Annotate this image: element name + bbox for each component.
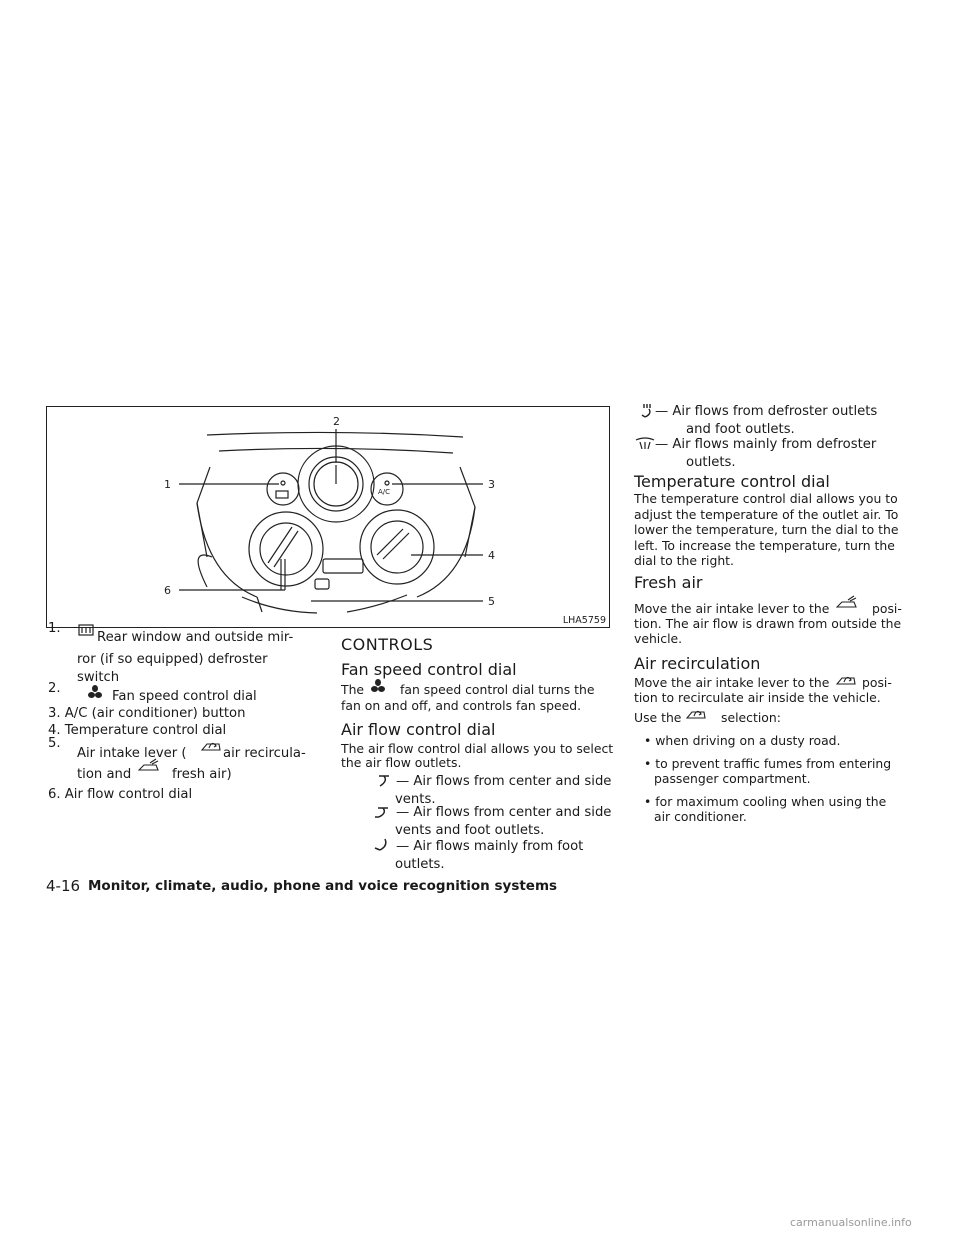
legend-item-4: 4. Temperature control dial bbox=[48, 723, 227, 738]
bullet-1: • when driving on a dusty road. bbox=[644, 733, 841, 748]
fan-icon bbox=[371, 679, 385, 693]
fan-icon bbox=[88, 685, 102, 699]
recirc-text-1b: posi- bbox=[862, 675, 892, 690]
fan-text-pre: The bbox=[341, 682, 365, 697]
mode2-text-b: vents and foot outlets. bbox=[395, 823, 545, 838]
fresh-text-3: vehicle. bbox=[634, 631, 683, 646]
callout-2: 2 bbox=[333, 415, 340, 428]
airflow-text-1: The air flow control dial allows you to select bbox=[341, 741, 614, 756]
climate-panel-illustration bbox=[47, 407, 609, 627]
vent-defrost-foot-icon bbox=[640, 403, 656, 419]
callout-3: 3 bbox=[488, 478, 495, 491]
fan-heading: Fan speed control dial bbox=[341, 660, 517, 679]
temp-heading: Temperature control dial bbox=[634, 472, 830, 491]
mode4-text-a: — Air flows from defroster outlets bbox=[655, 404, 878, 419]
temp-text-2: adjust the temperature of the outlet air. To bbox=[634, 507, 899, 522]
temp-text-5: dial to the right. bbox=[634, 553, 734, 568]
figure-id: LHA5759 bbox=[562, 615, 606, 626]
temp-text-1: The temperature control dial allows you to bbox=[634, 491, 898, 506]
watermark: carmanualsonline.info bbox=[790, 1216, 912, 1229]
mode1-text-b: vents. bbox=[395, 792, 436, 807]
recirc-text-1a: Move the air intake lever to the bbox=[634, 675, 830, 690]
recirculation-icon bbox=[201, 738, 221, 753]
legend-num-1: 1. bbox=[48, 621, 61, 636]
legend-num-5: 5. bbox=[48, 736, 61, 751]
climate-control-figure bbox=[46, 406, 610, 628]
legend-item-3: 3. A/C (air conditioner) button bbox=[48, 706, 246, 721]
fan-text-post: fan speed control dial turns the bbox=[400, 682, 595, 697]
fresh-text-1a: Move the air intake lever to the bbox=[634, 601, 830, 616]
mode5-text-b: outlets. bbox=[686, 455, 736, 470]
airflow-text-2: the air flow outlets. bbox=[341, 755, 462, 770]
fresh-text-1b: posi- bbox=[872, 601, 902, 616]
fresh-air-icon bbox=[138, 758, 160, 774]
callout-1: 1 bbox=[164, 478, 171, 491]
fan-text-line2: fan on and off, and controls fan speed. bbox=[341, 698, 582, 713]
legend-item-2: Fan speed control dial bbox=[112, 689, 257, 704]
controls-heading: CONTROLS bbox=[341, 635, 434, 654]
mode1-text-a: — Air flows from center and side bbox=[396, 774, 612, 789]
mode3-text-a: — Air flows mainly from foot bbox=[396, 839, 584, 854]
callout-4: 4 bbox=[488, 549, 495, 562]
legend-num-2: 2. bbox=[48, 681, 61, 696]
mode3-text-b: outlets. bbox=[395, 857, 445, 872]
recirc-text-2: tion to recirculate air inside the vehicle. bbox=[634, 690, 881, 705]
use-text-a: Use the bbox=[634, 710, 682, 725]
legend-item-5-c: tion and bbox=[77, 767, 132, 782]
legend-item-5-b: air recircula- bbox=[223, 746, 306, 761]
bullet-2a: • to prevent traffic fumes from entering bbox=[644, 756, 892, 771]
legend-item-5-d: fresh air) bbox=[172, 767, 232, 782]
defroster-icon bbox=[78, 624, 94, 637]
legend-item-1-line2: ror (if so equipped) defroster bbox=[77, 652, 268, 667]
defroster-icon bbox=[635, 437, 655, 451]
bullet-3b: air conditioner. bbox=[654, 809, 747, 824]
recirculation-icon bbox=[836, 672, 858, 687]
mode5-text-a: — Air flows mainly from defroster bbox=[655, 437, 877, 452]
legend-item-5-a: Air intake lever ( bbox=[77, 746, 187, 761]
page-number: 4-16 bbox=[46, 877, 81, 895]
recirc-heading: Air recirculation bbox=[634, 654, 761, 673]
bullet-3a: • for maximum cooling when using the bbox=[644, 794, 887, 809]
legend-item-1-line1: Rear window and outside mir- bbox=[97, 630, 294, 645]
temp-text-4: left. To increase the temperature, turn the bbox=[634, 538, 895, 553]
use-text-b: selection: bbox=[721, 710, 781, 725]
legend-item-1-line3: switch bbox=[77, 670, 120, 685]
recirculation-icon bbox=[686, 706, 708, 721]
legend-item-6: 6. Air flow control dial bbox=[48, 787, 193, 802]
section-title: Monitor, climate, audio, phone and voice recognition systems bbox=[88, 878, 558, 894]
ac-button-label: A/C bbox=[378, 488, 391, 496]
fresh-heading: Fresh air bbox=[634, 573, 703, 592]
fresh-text-2: tion. The air flow is drawn from outside the bbox=[634, 616, 902, 631]
callout-5: 5 bbox=[488, 595, 495, 608]
mode2-text-a: — Air flows from center and side bbox=[396, 805, 612, 820]
temp-text-3: lower the temperature, turn the dial to the bbox=[634, 522, 899, 537]
fresh-air-icon bbox=[836, 595, 858, 611]
bullet-2b: passenger compartment. bbox=[654, 771, 811, 786]
callout-6: 6 bbox=[164, 584, 171, 597]
mode4-text-b: and foot outlets. bbox=[686, 422, 795, 437]
airflow-heading: Air flow control dial bbox=[341, 720, 496, 739]
